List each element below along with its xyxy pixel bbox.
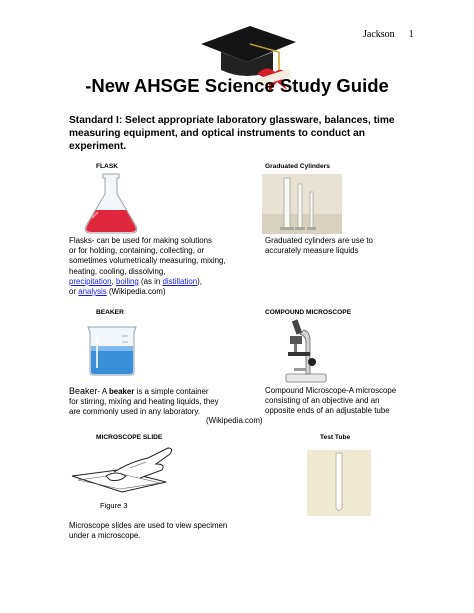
author-name: Jackson (363, 29, 395, 40)
flask-image (78, 172, 144, 236)
graduated-cylinder-image (262, 174, 342, 234)
flask-desc-line (69, 277, 259, 287)
flask-desc-line: sometimes volumetrically measuring, mixing, (69, 256, 226, 266)
standard-text: Standard I: Select appropriate laboratory glassware, balances, time measuring equipment, and optical instruments to conduct an experiment. (69, 115, 395, 152)
flask-mid: (as in (138, 276, 163, 286)
graduated-label: Graduated Cylinders (265, 163, 330, 170)
beaker-desc-line: are commonly used in any laboratory. (69, 407, 200, 417)
flask-label: FLASK (96, 163, 118, 170)
boiling-link[interactable]: boiling (115, 276, 139, 286)
slide-desc-line: under a microscope. (69, 531, 141, 541)
beaker-label: BEAKER (96, 309, 124, 316)
figure-caption: Figure 3 (100, 501, 128, 510)
flask-desc-line: Flasks- can be used for making solutions (69, 236, 212, 245)
distillation-link[interactable]: distillation (162, 276, 198, 286)
beaker-desc-line: for stirring, mixing and heating liquids, they (69, 397, 219, 407)
flask-description (69, 236, 259, 297)
precipitation-link[interactable]: precipitation (69, 276, 112, 286)
analysis-link[interactable]: analysis (78, 287, 107, 297)
page-header (363, 29, 414, 40)
test-tube-label: Test Tube (320, 434, 351, 441)
microscope-description (265, 386, 455, 417)
slide-figure-image (70, 442, 190, 512)
flask-sep: , (111, 276, 116, 286)
slide-label: MICROSCOPE SLIDE (96, 434, 163, 441)
beaker-word: Beaker (69, 386, 98, 396)
beaker-bold: beaker (108, 387, 135, 396)
microscope-desc-line: consisting of an objective and an (265, 396, 380, 406)
beaker-desc-line (69, 386, 269, 397)
wikipedia-source: (Wikipedia.com) (206, 416, 263, 425)
flask-desc-line: or for holding, containing, collecting, or (69, 246, 205, 256)
graduated-desc-line: accurately measure liquids (265, 246, 359, 256)
slide-desc-line: Microscope slides are used to view specimen (69, 521, 228, 530)
flask-desc-line (69, 287, 259, 297)
test-tube-image (307, 450, 371, 516)
microscope-desc-line: opposite ends of an adjustable tube (265, 406, 390, 416)
microscope-desc-line: Compound Microscope-A microscope (265, 386, 397, 395)
flask-prefix: or (69, 287, 79, 297)
graduated-desc-line: Graduated cylinders are use to (265, 236, 373, 245)
flask-end: ), (197, 276, 202, 286)
flask-desc-line: heating, cooling, dissolving, (69, 266, 166, 276)
beaker-rest: is a simple container (134, 387, 209, 396)
flask-source: (Wikipedia.com) (106, 287, 166, 297)
microscope-label: COMPOUND MICROSCOPE (265, 309, 352, 316)
page-number: 1 (408, 29, 414, 40)
beaker-description (69, 386, 269, 418)
beaker-dash: - A (97, 387, 109, 396)
graduated-description (265, 236, 445, 256)
page-title: -New AHSGE Science Study Guide (85, 75, 389, 96)
slide-description (69, 521, 269, 541)
microscope-image (280, 318, 332, 384)
beaker-image (82, 324, 142, 376)
